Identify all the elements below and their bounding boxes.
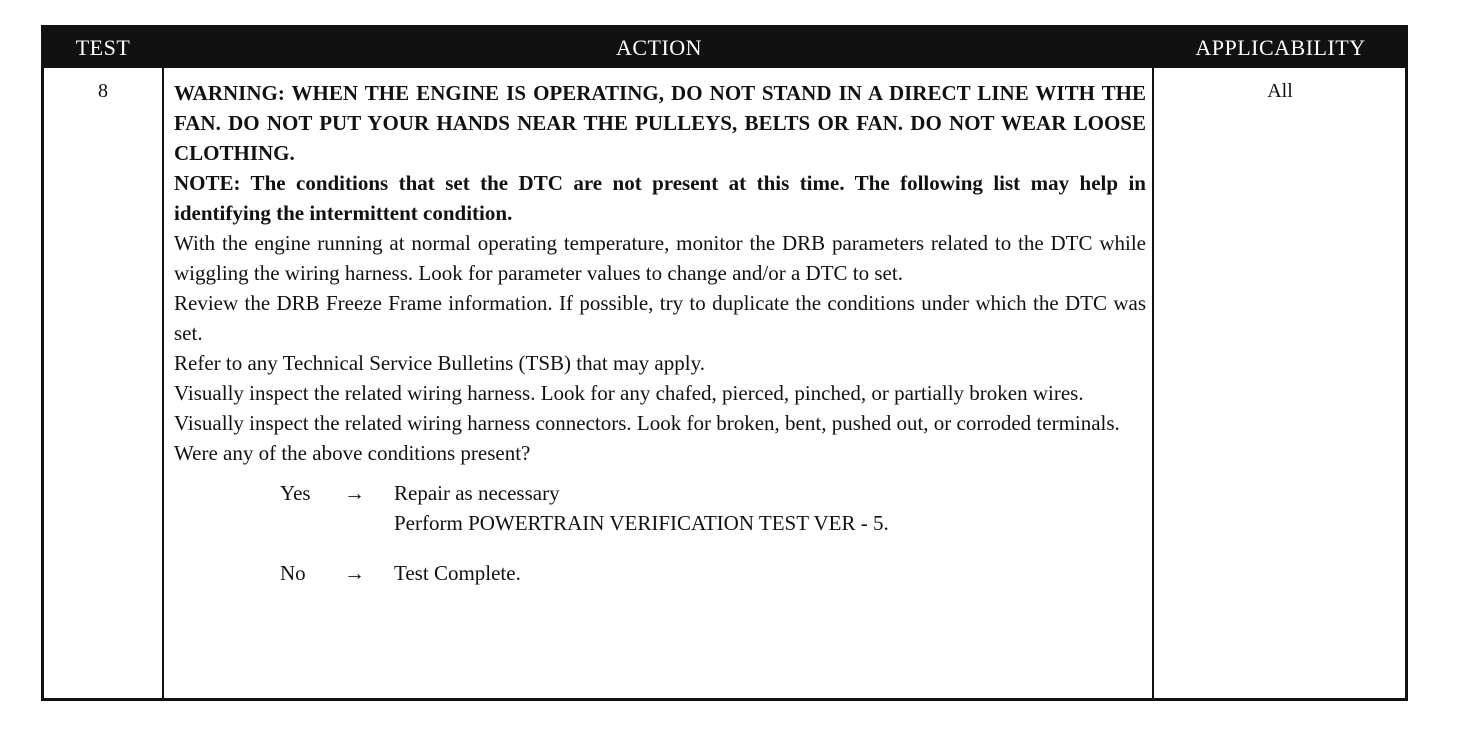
header-action: ACTION — [615, 35, 703, 60]
yes-label: Yes — [280, 481, 311, 505]
instruction-paragraph: With the engine running at normal operating temperature, monitor the DRB parameters related to the DTC while wiggling the wiring harness. Look for parameter values to change and/or a DTC to set. — [174, 231, 1146, 285]
no-label: No — [280, 561, 306, 585]
right-arrow-icon: → — [344, 481, 365, 505]
table-header — [44, 28, 1405, 68]
yes-action-line-2: Perform POWERTRAIN VERIFICATION TEST VER - 5. — [394, 511, 889, 535]
applicability-value: All — [1267, 80, 1293, 102]
action-cell — [174, 78, 1146, 588]
warning-text: WARNING: WHEN THE ENGINE IS OPERATING, DO NOT STAND IN A DIRECT LINE WITH THE FAN. DO NOT PUT YOUR HANDS NEAR THE PULLEYS, BELTS OR FAN. DO NOT WEAR LOOSE CLOTHING. — [174, 81, 1146, 165]
yes-action-line-1: Repair as necessary — [394, 481, 560, 505]
instruction-paragraph: Visually inspect the related wiring harness. Look for any chafed, pierced, pinched, or partially broken wires. — [174, 381, 1084, 405]
outcome-yes — [174, 478, 1146, 538]
no-action-text: Test Complete. — [394, 561, 521, 585]
header-applicability: APPLICABILITY — [1195, 35, 1366, 60]
question-text: Were any of the above conditions present? — [174, 441, 531, 465]
note-text: NOTE: The conditions that set the DTC are not present at this time. The following list may help in identifying the intermittent condition. — [174, 171, 1146, 225]
test-number: 8 — [98, 80, 108, 102]
outcome-no — [174, 558, 1146, 588]
diagnostic-table — [41, 25, 1408, 701]
instruction-paragraph: Refer to any Technical Service Bulletins (TSB) that may apply. — [174, 351, 705, 375]
instruction-paragraph: Review the DRB Freeze Frame information. If possible, try to duplicate the conditions under which the DTC was set. — [174, 291, 1146, 345]
right-arrow-icon: → — [344, 561, 365, 585]
instruction-paragraph: Visually inspect the related wiring harness connectors. Look for broken, bent, pushed out, or corroded terminals. — [174, 411, 1120, 435]
column-divider-2 — [1152, 68, 1154, 698]
header-test: TEST — [75, 35, 131, 60]
column-divider-1 — [162, 68, 164, 698]
